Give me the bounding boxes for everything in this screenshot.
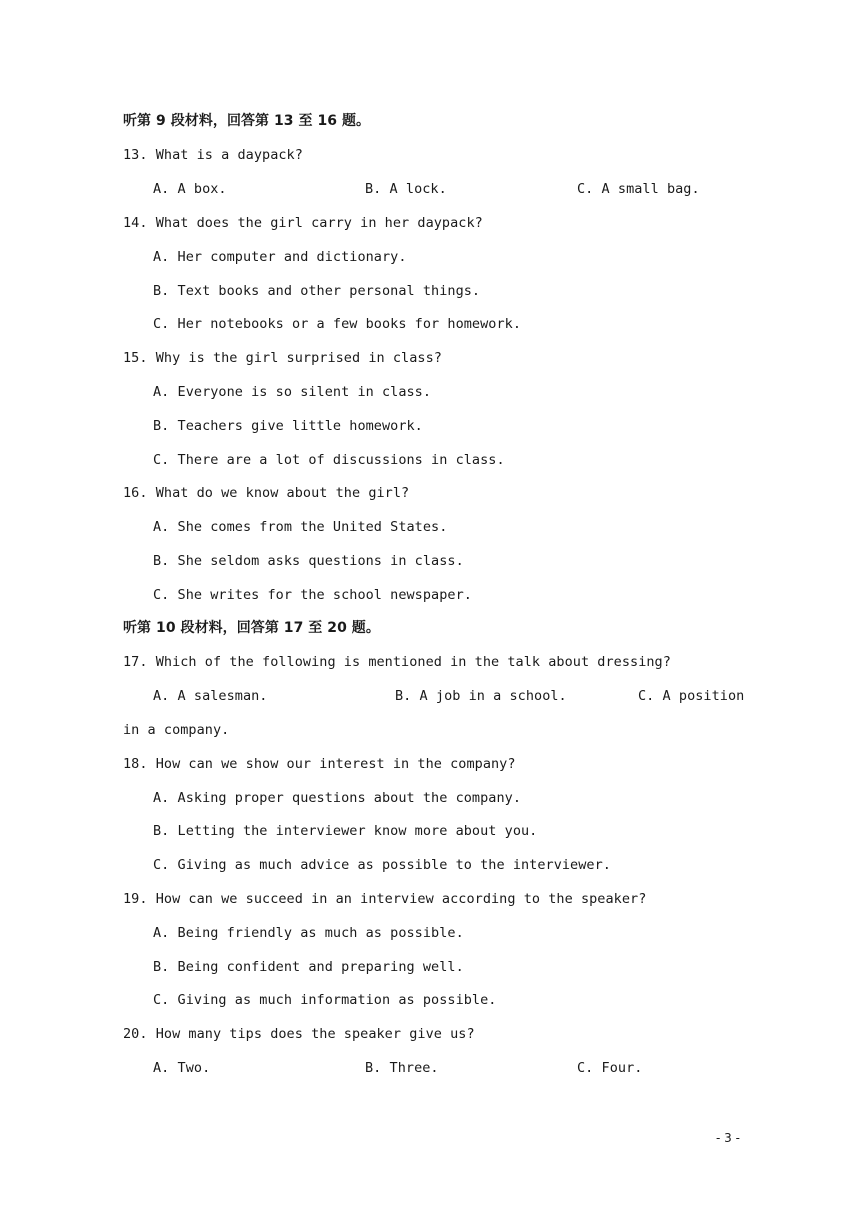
question-15: 15. Why is the girl surprised in class? bbox=[123, 350, 442, 366]
q16-option-c: C. She writes for the school newspaper. bbox=[153, 587, 472, 603]
q19-option-c: C. Giving as much information as possible. bbox=[153, 992, 497, 1008]
q15-option-c: C. There are a lot of discussions in class. bbox=[153, 452, 505, 468]
q19-option-a: A. Being friendly as much as possible. bbox=[153, 925, 464, 941]
q20-option-c: C. Four. bbox=[577, 1060, 643, 1076]
page-number: - 3 - bbox=[716, 1131, 740, 1145]
q14-option-a: A. Her computer and dictionary. bbox=[153, 249, 407, 265]
question-13: 13. What is a daypack? bbox=[123, 147, 303, 163]
q17-option-a: A. A salesman. bbox=[153, 688, 268, 704]
q18-option-a: A. Asking proper questions about the company. bbox=[153, 790, 521, 806]
q14-option-b: B. Text books and other personal things. bbox=[153, 283, 481, 299]
q16-option-a: A. She comes from the United States. bbox=[153, 519, 448, 535]
q18-option-c: C. Giving as much advice as possible to the interviewer. bbox=[153, 857, 611, 873]
q16-option-b: B. She seldom asks questions in class. bbox=[153, 553, 464, 569]
q20-option-b: B. Three. bbox=[365, 1060, 439, 1076]
q19-option-b: B. Being confident and preparing well. bbox=[153, 959, 464, 975]
question-17: 17. Which of the following is mentioned in the talk about dressing? bbox=[123, 654, 671, 670]
q17-option-c-continued: in a company. bbox=[123, 722, 230, 738]
q14-option-c: C. Her notebooks or a few books for homework. bbox=[153, 316, 521, 332]
q13-option-a: A. A box. bbox=[153, 181, 227, 197]
question-20: 20. How many tips does the speaker give us? bbox=[123, 1026, 475, 1042]
question-16: 16. What do we know about the girl? bbox=[123, 485, 410, 501]
question-18: 18. How can we show our interest in the company? bbox=[123, 756, 516, 772]
q13-option-b: B. A lock. bbox=[365, 181, 447, 197]
q17-option-b: B. A job in a school. bbox=[395, 688, 567, 704]
q13-option-c: C. A small bag. bbox=[577, 181, 700, 197]
q15-option-a: A. Everyone is so silent in class. bbox=[153, 384, 432, 400]
section-heading: 听第 10 段材料，回答第 17 至 20 题。 bbox=[123, 620, 380, 636]
question-14: 14. What does the girl carry in her daypack? bbox=[123, 215, 483, 231]
q20-option-a: A. Two. bbox=[153, 1060, 211, 1076]
q17-option-c: C. A position bbox=[638, 688, 745, 704]
q18-option-b: B. Letting the interviewer know more about you. bbox=[153, 823, 538, 839]
section-heading: 听第 9 段材料，回答第 13 至 16 题。 bbox=[123, 113, 371, 129]
question-19: 19. How can we succeed in an interview according to the speaker? bbox=[123, 891, 647, 907]
q15-option-b: B. Teachers give little homework. bbox=[153, 418, 423, 434]
